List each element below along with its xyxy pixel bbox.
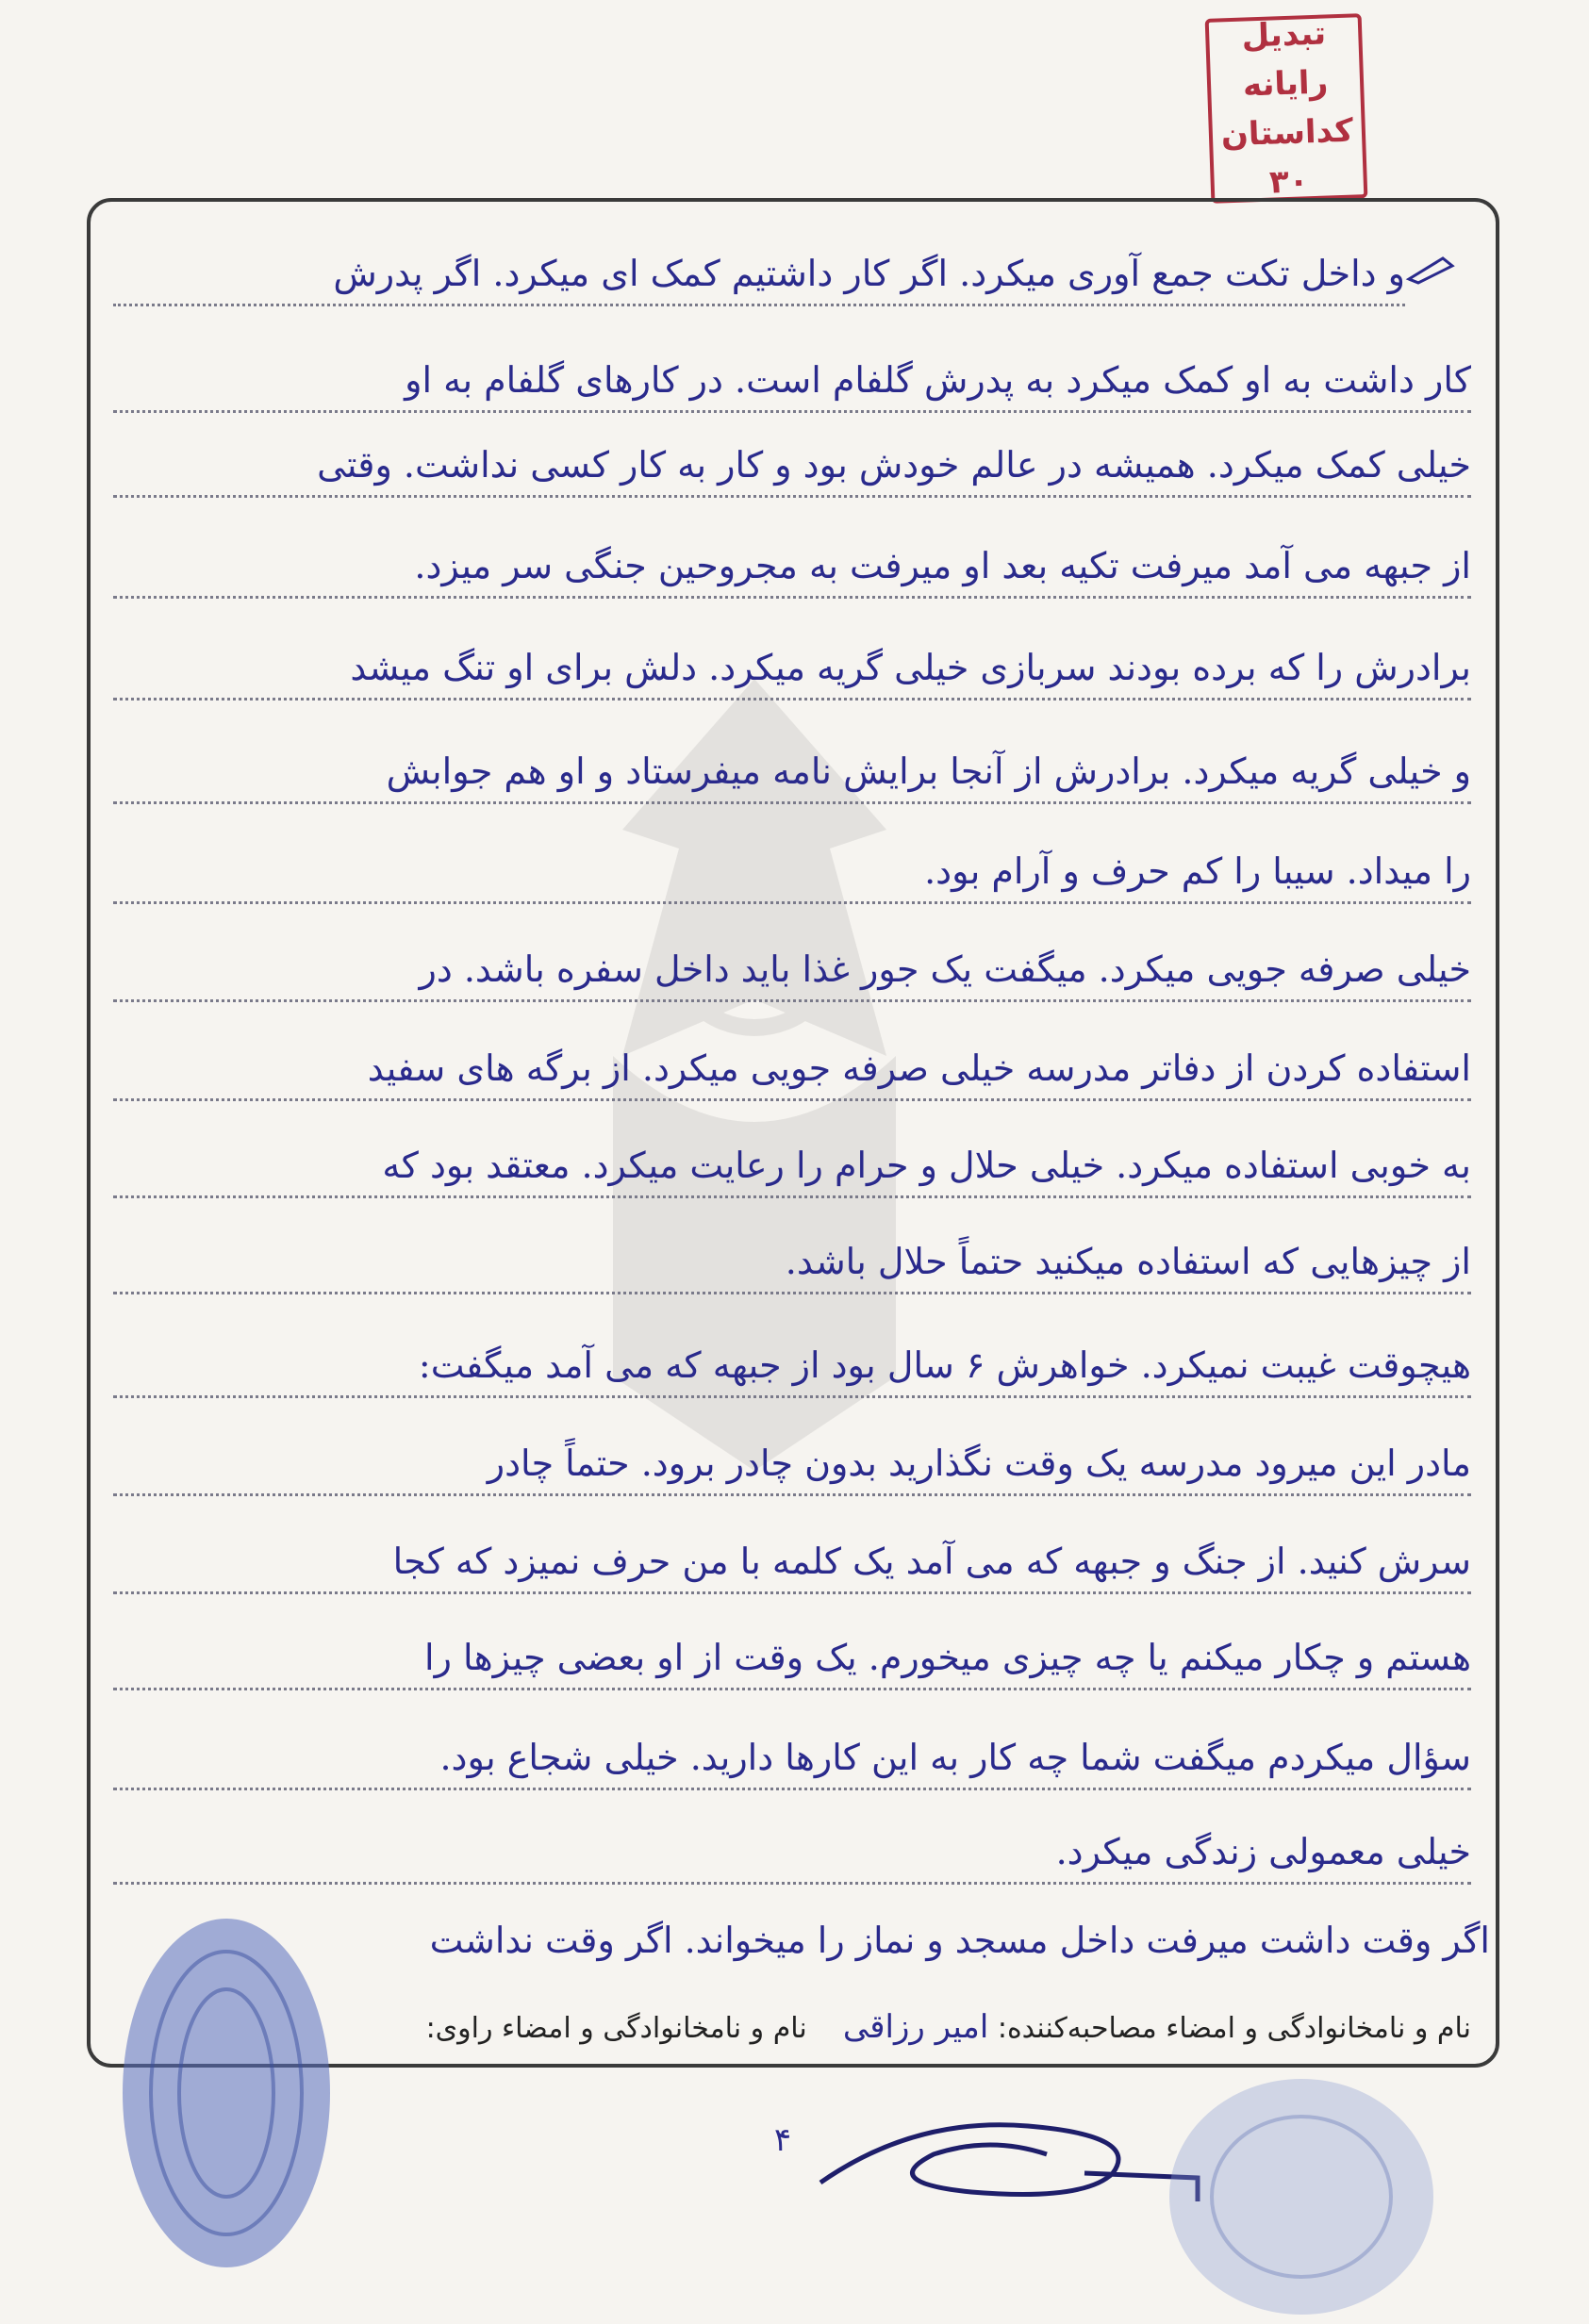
narrator-label: نام و نامخانوادگی و امضاء راوی:	[425, 2012, 807, 2045]
text-line-18: اگر وقت داشت میرفت داخل مسجد و نماز را میخواند. اگر وقت نداشت	[429, 1920, 1490, 1961]
text-line-1: و داخل تکت جمع آوری میکرد. اگر کار داشتیم کمک ای میکرد. اگر پدرش	[113, 247, 1405, 306]
text-line-9: استفاده کردن از دفاتر مدرسه خیلی صرفه جویی میکرد. از برگه های سفید	[113, 1042, 1471, 1101]
text-line-13: مادر این میرود مدرسه یک وقت نگذارید بدون چادر برود. حتماً چادر	[113, 1437, 1471, 1496]
page-number: ۴	[773, 2121, 792, 2159]
text-line-15: هستم و چکار میکنم یا چه چیزی میخورم. یک وقت از او بعضی چیزها را	[113, 1631, 1471, 1690]
text-line-16: سؤال میکردم میگفت شما چه کار به این کارها دارید. خیلی شجاع بود.	[113, 1731, 1471, 1790]
stamp-line-1: تبدیل رایانه	[1240, 14, 1329, 105]
stamp-line-2: کداستان ۳۰	[1220, 111, 1354, 202]
text-line-6: و خیلی گریه میکرد. برادرش از آنجا برایش نامه میفرستاد و او هم جوابش	[113, 745, 1471, 804]
fingerprint-right	[1160, 2036, 1443, 2319]
text-line-17: خیلی معمولی زندگی میکرد.	[113, 1825, 1471, 1885]
signature	[802, 2098, 1217, 2211]
text-line-7: را میداد. سیبا را کم حرف و آرام بود.	[113, 845, 1471, 904]
interviewer-name: امیر رزاقی	[842, 2008, 989, 2046]
text-line-10: به خوبی استفاده میکرد. خیلی حلال و حرام را رعایت میکرد. معتقد بود که	[113, 1139, 1471, 1198]
text-line-5: برادرش را که برده بودند سربازی خیلی گریه میکرد. دلش برای او تنگ میشد	[113, 641, 1471, 700]
text-line-3: خیلی کمک میکرد. همیشه در عالم خودش بود و کار به کار کسی نداشت. وقتی	[113, 438, 1471, 498]
text-line-8: خیلی صرفه جویی میکرد. میگفت یک جور غذا باید داخل سفره باشد. در	[113, 943, 1471, 1002]
text-line-2: کار داشت به او کمک میکرد به پدرش گلفام است. در کارهای گلفام به او	[113, 354, 1471, 413]
text-line-14: سرش کنید. از جنگ و جبهه که می آمد یک کلمه با من حرف نمیزد که کجا	[113, 1535, 1471, 1594]
text-line-12: هیچوقت غیبت نمیکرد. خواهرش ۶ سال بود از جبهه که می آمد میگفت:	[113, 1339, 1471, 1398]
text-line-11: از چیزهایی که استفاده میکنید حتماً حلال باشد.	[113, 1235, 1471, 1294]
interviewer-label: نام و نامخانوادگی و امضاء مصاحبه‌کننده:	[997, 2012, 1471, 2045]
text-line-4: از جبهه می آمد میرفت تکیه بعد او میرفت به مجروحین جنگی سر میزد.	[113, 539, 1471, 599]
fingerprint-left	[113, 1904, 339, 2282]
